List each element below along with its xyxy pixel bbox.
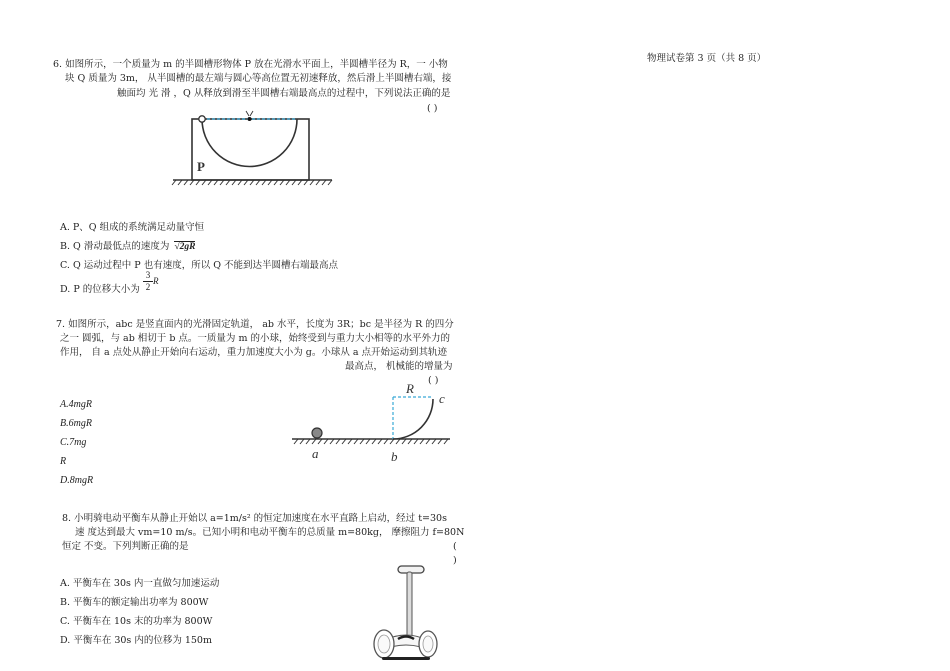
q7-option-c-cont: R bbox=[60, 456, 67, 467]
q8-paren-close: ) bbox=[453, 555, 457, 566]
q6-label-p: P bbox=[197, 159, 205, 174]
q8-option-c: C. 平衡车在 10s 末的功率为 800W bbox=[60, 616, 213, 627]
q6-option-b-text: B. Q 滑动最低点的速度为 bbox=[60, 241, 170, 252]
q7-answer-paren: ( ) bbox=[428, 375, 439, 386]
q6-option-b-formula: √2gR bbox=[174, 242, 196, 252]
q8-option-a: A. 平衡车在 30s 内一直做匀加速运动 bbox=[60, 578, 220, 589]
q6-option-d-var: R bbox=[153, 276, 159, 286]
q7-label-b: b bbox=[391, 449, 398, 464]
q6-option-d-text: D. P 的位移大小为 bbox=[60, 284, 140, 295]
q7-text-line1: 7. 如图所示，abc 是竖直面内的光滑固定轨道， ab 水平，长度为 3R；bc 是半径为 R 的四分 bbox=[56, 319, 454, 330]
q7-track-figure bbox=[288, 380, 458, 465]
q7-label-a: a bbox=[312, 446, 319, 461]
q6-text-line3: 触面均 光 滑 ，Q 从释放到滑至半圆槽右端最高点的过程中，下列说法正确的是 bbox=[117, 88, 451, 99]
q7-label-r: R bbox=[406, 381, 414, 396]
q8-text-line3: 恒定 不变。下列判断正确的是 bbox=[62, 541, 189, 552]
q8-balance-scooter-image bbox=[370, 562, 442, 662]
q6-option-d-denominator: 2 bbox=[145, 282, 151, 292]
q6-answer-paren: ( ) bbox=[427, 103, 438, 114]
q7-option-b: B.6mgR bbox=[60, 418, 92, 429]
page-number-label: 物理试卷第 3 页（共 8 页） bbox=[647, 53, 767, 64]
q8-text-line1: 8. 小明骑电动平衡车从静止开始以 a=1m/s² 的恒定加速度在水平直路上启动，经过 t=30s bbox=[62, 513, 447, 524]
q8-option-b: B. 平衡车的额定输出功率为 800W bbox=[60, 597, 209, 608]
q6-semicircle-figure bbox=[170, 108, 335, 188]
q6-text-line1: 6. 如图所示，一个质量为 m 的半圆槽形物体 P 放在光滑水平面上，半圆槽半径为 R，一 小物 bbox=[53, 59, 448, 70]
q7-text-line2: 之一 圆弧，与 ab 相切于 b 点。一质量为 m 的小球，始终受到与重力大小相等的水平外力的 bbox=[60, 333, 450, 344]
q6-option-a: A. P、Q 组成的系统满足动量守恒 bbox=[60, 222, 205, 233]
q7-option-d: D.8mgR bbox=[60, 475, 94, 486]
q6-option-c: C. Q 运动过程中 P 也有速度，所以 Q 不能到达半圆槽右端最高点 bbox=[60, 260, 339, 271]
q6-option-b bbox=[60, 238, 195, 252]
q8-text-line2: 速 度达到最大 vm=10 m/s。已知小明和电动平衡车的总质量 m=80kg， 摩擦阻力 f=80N bbox=[75, 527, 465, 538]
q6-text-line2: 块 Q 质量为 3m， 从半圆槽的最左端与圆心等高位置无初速释放，然后滑上半圆槽右端，接 bbox=[65, 73, 452, 84]
q7-text-line3: 作用， 自 a 点处从静止开始向右运动，重力加速度大小为 g。小球从 a 点开始运动到其轨迹 bbox=[60, 347, 448, 358]
q8-option-d: D. 平衡车在 30s 内的位移为 150m bbox=[60, 635, 212, 646]
q6-option-d-fraction bbox=[143, 270, 153, 293]
q6-option-d-numerator: 3 bbox=[143, 270, 153, 282]
q7-option-a: A.4mgR bbox=[60, 399, 92, 410]
q8-paren-open: ( bbox=[453, 541, 457, 552]
q7-text-line4: 最高点， 机械能的增量为 bbox=[345, 361, 453, 372]
q7-label-c: c bbox=[439, 391, 445, 406]
q7-option-c: C.7mg bbox=[60, 437, 87, 448]
